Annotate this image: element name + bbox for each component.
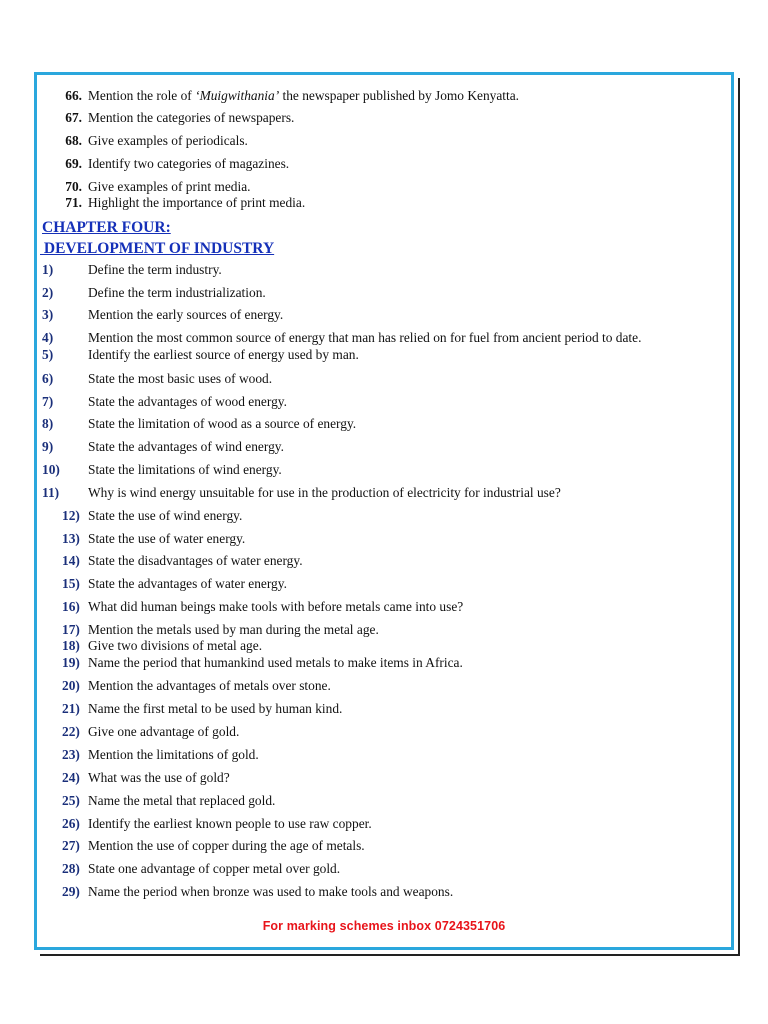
question-number: 26): [62, 816, 80, 831]
question-number: 17): [62, 622, 80, 637]
question-number: 18): [62, 638, 80, 653]
question-text: Name the metal that replaced gold.: [88, 793, 276, 808]
question-number: 27): [62, 838, 80, 853]
question-number: 15): [62, 576, 80, 591]
question-text: State the advantages of wind energy.: [88, 439, 284, 454]
question-number: 19): [62, 655, 80, 670]
question-number: 70.: [65, 179, 82, 194]
question-text: Give examples of print media.: [88, 179, 251, 194]
question-text: What was the use of gold?: [88, 770, 230, 785]
question-number: 11): [42, 485, 60, 500]
question-text: State the advantages of water energy.: [88, 576, 287, 591]
question-number: 66.: [65, 88, 82, 103]
chapter-subtitle: DEVELOPMENT OF INDUSTRY: [40, 240, 275, 257]
question-number: 24): [62, 770, 80, 785]
question-number: 23): [62, 747, 80, 762]
question-text: Give examples of periodicals.: [88, 133, 248, 148]
question-text: State the use of water energy.: [88, 531, 246, 546]
question-text: State the limitation of wood as a source of energy.: [88, 416, 357, 431]
question-number: 14): [62, 553, 80, 568]
question-text: Why is wind energy unsuitable for use in the production of electricity for industrial use?: [88, 485, 561, 500]
question-number: 8): [42, 416, 54, 431]
question-number: 9): [42, 439, 54, 454]
question-text: State the most basic uses of wood.: [88, 371, 273, 386]
marking-scheme-contact: For marking schemes inbox 0724351706: [262, 919, 506, 933]
question-number: 22): [62, 724, 80, 739]
question-text: Highlight the importance of print media.: [88, 195, 306, 210]
question-text: Name the period that humankind used metals to make items in Africa.: [88, 655, 463, 670]
question-text: Name the period when bronze was used to make tools and weapons.: [88, 884, 454, 899]
question-number: 3): [42, 307, 54, 322]
question-text: Identify two categories of magazines.: [88, 156, 290, 171]
question-text: Mention the role of ‘Muigwithania’ the newspaper published by Jomo Kenyatta.: [88, 88, 520, 103]
question-number: 67.: [65, 110, 82, 125]
question-text: State one advantage of copper metal over gold.: [88, 861, 341, 876]
question-number: 6): [42, 371, 54, 386]
question-number: 29): [62, 884, 80, 899]
question-number: 10): [42, 462, 60, 477]
question-number: 21): [62, 701, 80, 716]
question-number: 20): [62, 678, 80, 693]
question-number: 12): [62, 508, 80, 523]
question-text: Define the term industry.: [88, 262, 222, 277]
question-text: Identify the earliest source of energy used by man.: [88, 347, 359, 362]
question-text: State the disadvantages of water energy.: [88, 553, 303, 568]
question-number: 5): [42, 347, 54, 362]
question-text: Give one advantage of gold.: [88, 724, 240, 739]
question-text: Identify the earliest known people to use raw copper.: [88, 816, 372, 831]
chapter-title: CHAPTER FOUR:: [42, 219, 171, 236]
question-number: 69.: [65, 156, 82, 171]
question-text: Mention the most common source of energy that man has relied on for fuel from ancient period to date.: [88, 330, 642, 345]
question-number: 7): [42, 394, 54, 409]
question-number: 1): [42, 262, 54, 277]
question-text: State the advantages of wood energy.: [88, 394, 287, 409]
question-text: State the limitations of wind energy.: [88, 462, 282, 477]
question-number: 25): [62, 793, 80, 808]
question-number: 4): [42, 330, 54, 345]
question-text: Mention the early sources of energy.: [88, 307, 284, 322]
question-text: Mention the use of copper during the age of metals.: [88, 838, 365, 853]
question-text: Name the first metal to be used by human kind.: [88, 701, 343, 716]
question-text: Mention the categories of newspapers.: [88, 110, 295, 125]
question-text: Define the term industrialization.: [88, 285, 266, 300]
question-text: Mention the advantages of metals over stone.: [88, 678, 331, 693]
question-number: 28): [62, 861, 80, 876]
question-text: Give two divisions of metal age.: [88, 638, 263, 653]
question-number: 71.: [65, 195, 82, 210]
question-number: 2): [42, 285, 54, 300]
question-number: 13): [62, 531, 80, 546]
question-number: 68.: [65, 133, 82, 148]
question-number: 16): [62, 599, 80, 614]
question-text: Mention the metals used by man during the metal age.: [88, 622, 379, 637]
question-text: Mention the limitations of gold.: [88, 747, 259, 762]
question-text: State the use of wind energy.: [88, 508, 243, 523]
question-text: What did human beings make tools with before metals came into use?: [88, 599, 464, 614]
